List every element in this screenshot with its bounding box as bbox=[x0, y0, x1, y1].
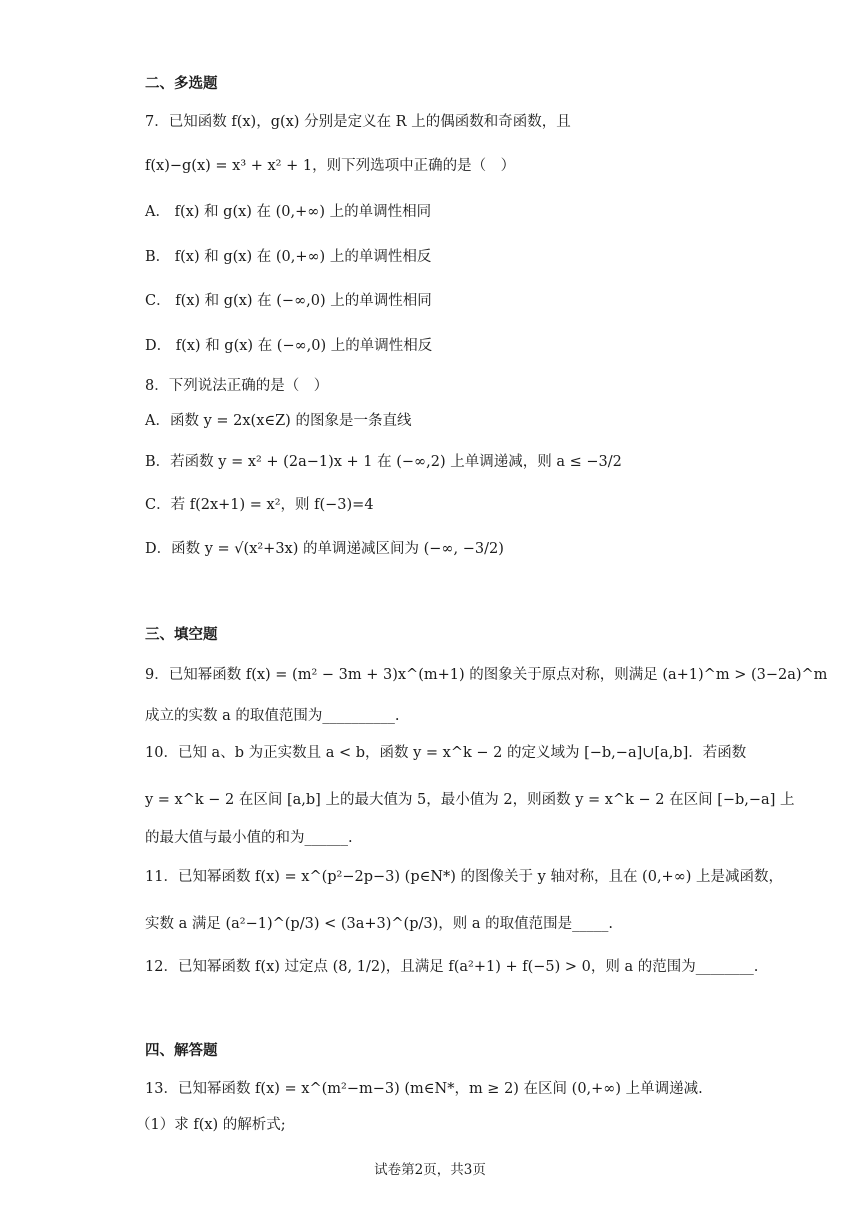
question-8-option-d: D．函数 y = √(x²+3x) 的单调递减区间为 (−∞, −3/2) bbox=[145, 541, 504, 557]
question-7-option-d: D． f(x) 和 g(x) 在 (−∞,0) 上的单调性相反 bbox=[145, 338, 433, 354]
question-7-option-b: B． f(x) 和 g(x) 在 (0,+∞) 上的单调性相反 bbox=[145, 249, 432, 265]
question-9-line-2: 成立的实数 a 的取值范围为__________. bbox=[145, 708, 400, 724]
question-10-line-3: 的最大值与最小值的和为______. bbox=[145, 830, 353, 846]
section-heading-multi-select: 二、多选题 bbox=[145, 76, 218, 92]
question-8-option-c: C．若 f(2x+1) = x²，则 f(−3)=4 bbox=[145, 497, 374, 513]
question-10-line-2: y = x^k − 2 在区间 [a,b] 上的最大值为 5，最小值为 2，则函数 y = x^k − 2 在区间 [−b,−a] 上 bbox=[145, 792, 795, 808]
question-11-line-1: 11．已知幂函数 f(x) = x^(p²−2p−3) (p∈N*) 的图像关于 y 轴对称，且在 (0,+∞) 上是减函数， bbox=[145, 869, 784, 885]
question-8-option-a: A．函数 y = 2x(x∈Z) 的图象是一条直线 bbox=[145, 413, 412, 429]
question-13-stem: 13．已知幂函数 f(x) = x^(m²−m−3) (m∈N*，m ≥ 2) 在区间 (0,+∞) 上单调递减. bbox=[145, 1081, 703, 1097]
section-heading-fill-blank: 三、填空题 bbox=[145, 627, 218, 643]
question-7-option-c: C． f(x) 和 g(x) 在 (−∞,0) 上的单调性相同 bbox=[145, 293, 432, 309]
question-12-line-1: 12．已知幂函数 f(x) 过定点 (8, 1/2)，且满足 f(a²+1) + f(−5) > 0，则 a 的范围为________. bbox=[145, 959, 759, 975]
question-8-stem: 8．下列说法正确的是（ ） bbox=[145, 378, 329, 394]
question-9-line-1: 9．已知幂函数 f(x) = (m² − 3m + 3)x^(m+1) 的图象关于原点对称，则满足 (a+1)^m > (3−2a)^m bbox=[145, 667, 828, 683]
question-7-line-2: f(x)−g(x) = x³ + x² + 1，则下列选项中正确的是（ ） bbox=[145, 158, 516, 174]
question-10-line-1: 10．已知 a、b 为正实数且 a < b，函数 y = x^k − 2 的定义域为 [−b,−a]∪[a,b]．若函数 bbox=[145, 745, 747, 761]
question-13-part-1: （1）求 f(x) 的解析式; bbox=[136, 1117, 286, 1133]
question-8-option-b: B．若函数 y = x² + (2a−1)x + 1 在 (−∞,2) 上单调递减，则 a ≤ −3/2 bbox=[145, 454, 622, 470]
question-7-line-1: 7．已知函数 f(x)，g(x) 分别是定义在 R 上的偶函数和奇函数，且 bbox=[145, 114, 571, 130]
question-7-option-a: A． f(x) 和 g(x) 在 (0,+∞) 上的单调性相同 bbox=[145, 204, 432, 220]
question-11-line-2: 实数 a 满足 (a²−1)^(p/3) < (3a+3)^(p/3)，则 a 的取值范围是_____. bbox=[145, 916, 613, 932]
section-heading-solve: 四、解答题 bbox=[145, 1043, 218, 1059]
page-footer: 试卷第2页，共3页 bbox=[374, 1162, 486, 1178]
